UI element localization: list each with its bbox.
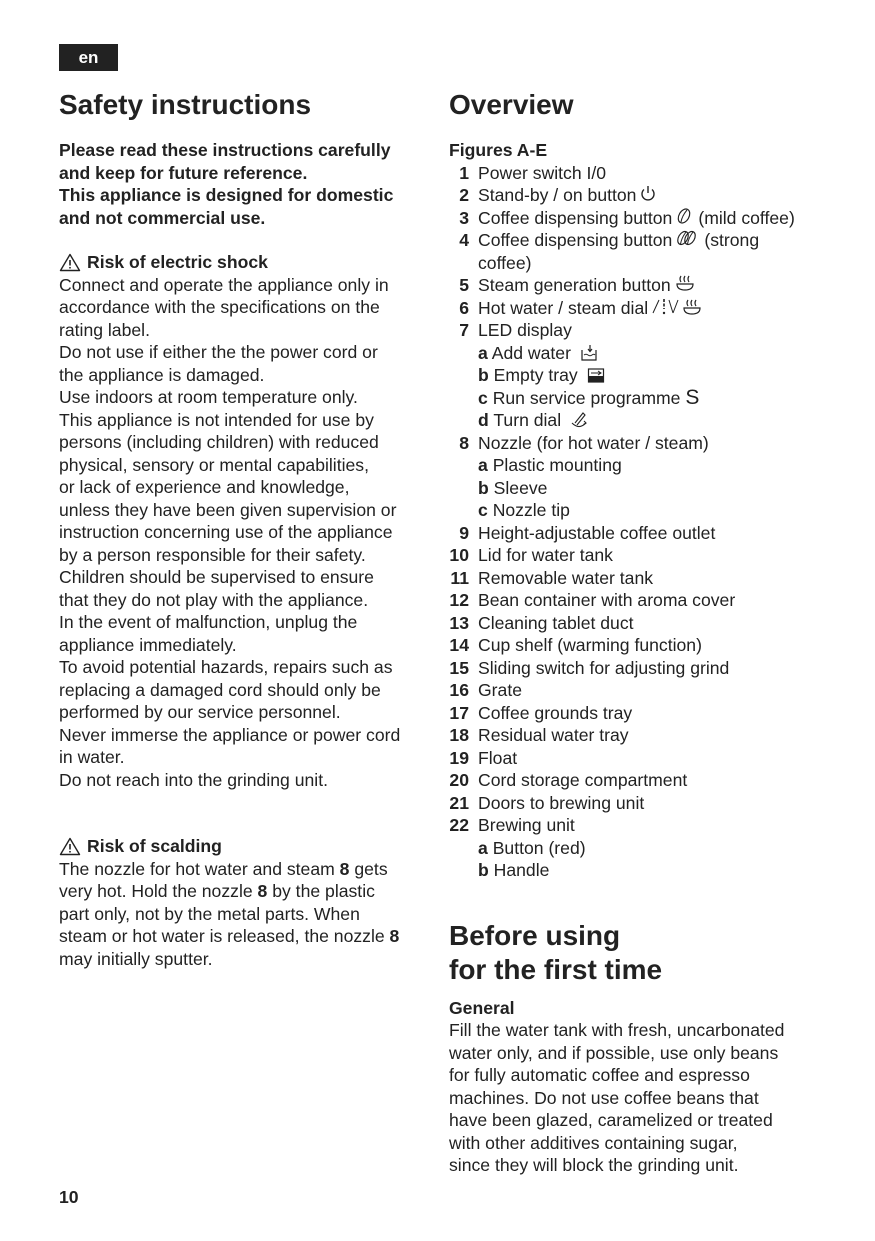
coffee-bean-mild-icon bbox=[675, 207, 693, 225]
text-line: Use indoors at room temperature only. bbox=[59, 387, 358, 407]
list-item: 18 Residual water tray bbox=[449, 725, 629, 745]
service-programme-icon: S bbox=[685, 385, 700, 409]
warning-icon bbox=[59, 253, 81, 272]
safety-intro bbox=[59, 139, 429, 229]
text-line: the appliance is damaged. bbox=[59, 364, 265, 385]
coffee-bean-strong-icon bbox=[675, 229, 699, 247]
steam-icon bbox=[674, 274, 696, 292]
before-first-use-section bbox=[449, 919, 849, 1177]
text-line: accordance with the specifications on the bbox=[59, 297, 380, 317]
figures-heading: Figures A-E bbox=[449, 140, 548, 160]
text-line: In the event of malfunction, unplug the bbox=[59, 612, 358, 632]
text-line: To avoid potential hazards, repairs such as bbox=[59, 657, 393, 677]
text-line: that they do not play with the appliance. bbox=[59, 589, 369, 610]
safety-column bbox=[59, 86, 429, 970]
hot-water-steam-dial-icon bbox=[651, 297, 705, 317]
text-line: steam or hot water is released, the nozzle 8 bbox=[59, 926, 400, 946]
general-subheading: General bbox=[449, 997, 515, 1018]
sub-item: b Handle bbox=[478, 860, 550, 880]
text-line: with other additives containing sugar, bbox=[449, 1132, 738, 1153]
list-item: 7 LED display bbox=[459, 320, 572, 340]
text-line: appliance immediately. bbox=[59, 634, 237, 655]
power-icon bbox=[639, 184, 657, 202]
text-line: very hot. Hold the nozzle 8 by the plastic bbox=[59, 881, 375, 901]
text-line: or lack of experience and knowledge, bbox=[59, 477, 350, 497]
text-line: part only, not by the metal parts. When bbox=[59, 903, 360, 924]
text-line: performed by our service personnel. bbox=[59, 702, 341, 722]
text-line: have been glazed, caramelized or treated bbox=[449, 1110, 773, 1130]
add-water-icon bbox=[579, 344, 599, 362]
intro-line: and not commercial use. bbox=[59, 207, 266, 228]
text-line: by a person responsible for their safety. bbox=[59, 544, 366, 565]
list-item: 6 Hot water / steam dial bbox=[449, 297, 849, 320]
text-line: for fully automatic coffee and espresso bbox=[449, 1065, 750, 1085]
sub-item: a Plastic mounting bbox=[478, 455, 622, 475]
sub-item: c Nozzle tip bbox=[478, 500, 570, 520]
list-item-continuation: coffee) bbox=[478, 252, 532, 273]
text-line: replacing a damaged cord should only be bbox=[59, 679, 381, 700]
text-line: water only, and if possible, use only beans bbox=[449, 1042, 779, 1063]
text-line: The nozzle for hot water and steam 8 gets bbox=[59, 858, 388, 879]
intro-line: This appliance is designed for domestic bbox=[59, 185, 394, 205]
sub-item: b Sleeve bbox=[478, 477, 548, 498]
page-number: 10 bbox=[59, 1187, 79, 1207]
text-line: Fill the water tank with fresh, uncarbonated bbox=[449, 1020, 785, 1040]
text-line: persons (including children) with reduced bbox=[59, 432, 379, 452]
sub-item: a Add water bbox=[449, 342, 849, 365]
list-item: 10 Lid for water tank bbox=[449, 545, 613, 565]
list-item: 22 Brewing unit bbox=[449, 815, 575, 835]
intro-line: and keep for future reference. bbox=[59, 162, 308, 183]
list-item: 20 Cord storage compartment bbox=[449, 770, 688, 790]
overview-list bbox=[449, 139, 849, 882]
text-line: This appliance is not intended for use by bbox=[59, 409, 374, 430]
list-item: 15 Sliding switch for adjusting grind bbox=[449, 657, 730, 678]
text-line: machines. Do not use coffee beans that bbox=[449, 1087, 759, 1108]
electric-shock-heading: Risk of electric shock bbox=[59, 251, 429, 274]
scalding-heading: Risk of scalding bbox=[59, 835, 429, 858]
warning-icon bbox=[59, 837, 81, 856]
text-line: instruction concerning use of the appliance bbox=[59, 522, 393, 542]
text-line: Do not use if either the the power cord or bbox=[59, 342, 378, 362]
list-item: 16 Grate bbox=[449, 680, 523, 700]
text-line: Children should be supervised to ensure bbox=[59, 567, 374, 587]
text-line: Never immerse the appliance or power cord bbox=[59, 724, 401, 745]
language-tag: en bbox=[59, 44, 118, 71]
text-line: rating label. bbox=[59, 319, 150, 340]
list-item: 3 Coffee dispensing button (mild coffee) bbox=[459, 207, 795, 228]
list-item: 2 Stand-by / on button bbox=[449, 184, 849, 207]
list-item: 21 Doors to brewing unit bbox=[449, 792, 645, 813]
list-item: 4 Coffee dispensing button (strong bbox=[459, 230, 760, 250]
electric-shock-section bbox=[59, 251, 429, 791]
text-line: Connect and operate the appliance only in bbox=[59, 274, 389, 295]
list-item: 1 Power switch I/0 bbox=[459, 162, 607, 183]
scalding-section bbox=[59, 835, 429, 970]
intro-line: Please read these instructions carefully bbox=[59, 140, 391, 160]
turn-dial-icon bbox=[569, 411, 589, 429]
empty-tray-icon bbox=[586, 366, 606, 384]
text-line: may initially sputter. bbox=[59, 948, 213, 969]
sub-item: b Empty tray bbox=[449, 364, 849, 387]
list-item: 8 Nozzle (for hot water / steam) bbox=[459, 432, 709, 453]
list-item: 5 Steam generation button bbox=[449, 274, 849, 297]
overview-title: Overview bbox=[449, 89, 574, 120]
list-item: 14 Cup shelf (warming function) bbox=[449, 635, 702, 655]
sub-item: d Turn dial bbox=[449, 409, 849, 432]
list-item: 13 Cleaning tablet duct bbox=[449, 612, 634, 633]
list-item: 11 Removable water tank bbox=[450, 567, 654, 588]
overview-column bbox=[449, 86, 849, 1177]
list-item: 12 Bean container with aroma cover bbox=[449, 590, 736, 610]
text-line: physical, sensory or mental capabilities, bbox=[59, 454, 369, 475]
sub-item: a Button (red) bbox=[478, 837, 586, 858]
before-title: Before using for the first time bbox=[449, 919, 663, 985]
text-line: Do not reach into the grinding unit. bbox=[59, 769, 328, 790]
text-line: unless they have been given supervision or bbox=[59, 499, 397, 520]
sub-item: c Run service programme S bbox=[478, 385, 700, 409]
text-line: in water. bbox=[59, 747, 125, 767]
text-line: since they will block the grinding unit. bbox=[449, 1155, 739, 1175]
list-item: 17 Coffee grounds tray bbox=[449, 702, 633, 723]
list-item: 9 Height-adjustable coffee outlet bbox=[459, 522, 716, 543]
list-item: 19 Float bbox=[449, 747, 518, 768]
safety-title: Safety instructions bbox=[59, 89, 312, 120]
